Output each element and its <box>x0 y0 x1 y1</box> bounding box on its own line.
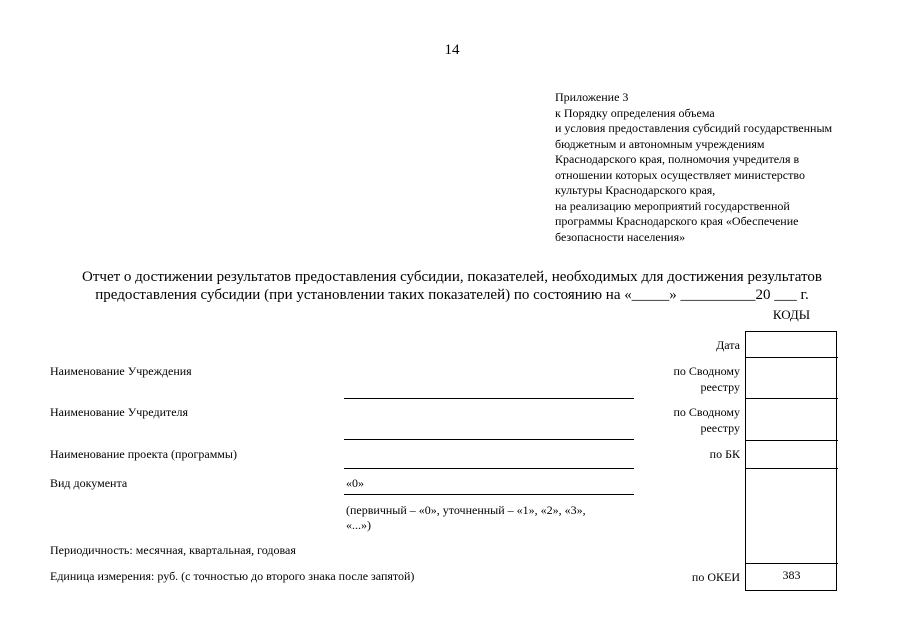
codes-divider <box>745 563 838 564</box>
institution-field-line[interactable] <box>344 398 634 399</box>
registry-label-line: реестру <box>700 421 740 435</box>
unit-text: Единица измерения: руб. (с точностью до второго знака после запятой) <box>50 569 415 583</box>
appendix-line: к Порядку определения объема <box>555 105 715 120</box>
appendix-line: безопасности населения» <box>555 229 686 244</box>
doc-type-field-line[interactable] <box>344 494 634 495</box>
project-field-line[interactable] <box>344 468 634 469</box>
appendix-line: Краснодарского края, полномочия учредителя в <box>555 152 800 166</box>
codes-divider <box>745 357 838 358</box>
appendix-note <box>555 90 832 245</box>
codes-column <box>745 331 837 591</box>
registry-label-founder <box>673 404 740 436</box>
codes-divider <box>745 398 838 399</box>
okei-code-value: 383 <box>782 568 801 582</box>
codes-header: КОДЫ <box>772 307 811 322</box>
doc-type-note-line: «...») <box>346 518 371 532</box>
appendix-line: бюджетным и автономным учреждениям <box>555 136 765 151</box>
registry-label-line: по Сводному <box>673 405 740 419</box>
appendix-line: программы Краснодарского края «Обеспечение <box>555 214 799 228</box>
report-title-line-1: Отчет о достижении результатов предоставления субсидии, показателей, необходимых для достижения результатов <box>82 269 822 285</box>
codes-divider <box>745 468 838 469</box>
doc-type-label: Вид документа <box>50 476 128 490</box>
doc-type-value: «0» <box>346 476 364 490</box>
appendix-line: на реализацию мероприятий государственной <box>555 198 790 213</box>
date-label: Дата <box>716 338 740 352</box>
registry-label-line: по Сводному <box>673 364 740 378</box>
institution-label: Наименование Учреждения <box>50 364 192 378</box>
doc-type-note-line: (первичный – «0», уточненный – «1», «2», «3», <box>346 503 586 517</box>
report-title <box>0 268 904 304</box>
project-label: Наименование проекта (программы) <box>50 447 237 461</box>
bk-label: по БК <box>709 447 740 461</box>
periodicity-text: Периодичность: месячная, квартальная, годовая <box>50 543 296 557</box>
registry-label-line: реестру <box>700 380 740 394</box>
report-title-line-2: предоставления субсидии (при установлении таких показателей) по состоянию на «_____» __________20 ___ г. <box>95 287 809 303</box>
appendix-line: отношении которых осуществляет министерство <box>555 167 805 182</box>
appendix-line: Приложение 3 <box>555 90 629 104</box>
doc-type-note <box>346 503 586 533</box>
codes-divider <box>745 440 838 441</box>
founder-field-line[interactable] <box>344 439 634 440</box>
registry-label-institution <box>673 363 740 395</box>
appendix-line: культуры Краснодарского края, <box>555 183 716 197</box>
okei-label: по ОКЕИ <box>691 570 740 584</box>
appendix-line: и условия предоставления субсидий государственным <box>555 121 833 135</box>
founder-label: Наименование Учредителя <box>50 405 189 419</box>
page-number: 14 <box>444 42 460 58</box>
